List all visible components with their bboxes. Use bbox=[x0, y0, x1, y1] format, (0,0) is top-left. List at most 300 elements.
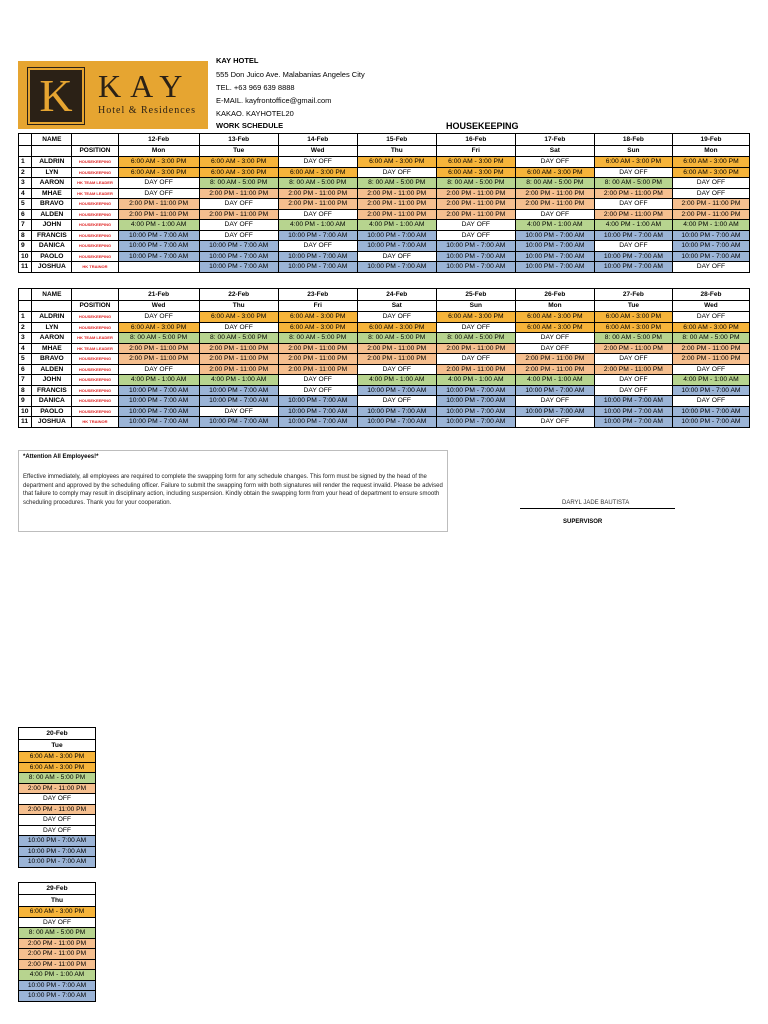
shift-cell: 6:00 AM - 3:00 PM bbox=[19, 752, 96, 763]
shift-cell: 10:00 PM - 7:00 AM bbox=[357, 385, 436, 396]
shift-row bbox=[19, 825, 96, 836]
header-date: 28-Feb bbox=[672, 289, 749, 301]
shift-cell: 2:00 PM - 11:00 PM bbox=[357, 188, 436, 199]
header-day: Thu bbox=[199, 300, 278, 312]
shift-cell: 4:00 PM - 1:00 AM bbox=[357, 220, 436, 231]
shift-cell: DAY OFF bbox=[594, 375, 672, 386]
row-number: 1 bbox=[19, 157, 32, 168]
shift-cell: DAY OFF bbox=[672, 188, 749, 199]
row-number: 2 bbox=[19, 167, 32, 178]
employee-name: ALDRIN bbox=[32, 312, 72, 323]
shift-cell: DAY OFF bbox=[515, 396, 594, 407]
shift-cell: 2:00 PM - 11:00 PM bbox=[594, 343, 672, 354]
shift-cell: 10:00 PM - 7:00 AM bbox=[118, 251, 199, 262]
shift-cell: DAY OFF bbox=[19, 917, 96, 928]
shift-cell: 6:00 AM - 3:00 PM bbox=[278, 312, 357, 323]
employee-position: HK TRAINOR bbox=[72, 262, 118, 273]
header-date: 26-Feb bbox=[515, 289, 594, 301]
shift-cell: 10:00 PM - 7:00 AM bbox=[19, 836, 96, 847]
shift-cell: 10:00 PM - 7:00 AM bbox=[436, 396, 515, 407]
shift-cell: DAY OFF bbox=[118, 188, 199, 199]
employee-name: LYN bbox=[32, 322, 72, 333]
shift-cell: 6:00 AM - 3:00 PM bbox=[594, 322, 672, 333]
notice-title: *Attention All Employees!* bbox=[23, 454, 99, 460]
employee-position: HOUSEKEEPING bbox=[72, 230, 118, 241]
shift-cell: 6:00 AM - 3:00 PM bbox=[515, 167, 594, 178]
employee-row bbox=[19, 343, 750, 354]
shift-cell: 2:00 PM - 11:00 PM bbox=[436, 343, 515, 354]
shift-cell: DAY OFF bbox=[436, 354, 515, 365]
header-day: Sun bbox=[436, 300, 515, 312]
shift-cell: 8: 00 AM - 5:00 PM bbox=[278, 178, 357, 189]
shift-cell: 8: 00 AM - 5:00 PM bbox=[199, 178, 278, 189]
header-date: 23-Feb bbox=[278, 289, 357, 301]
shift-cell: 10:00 PM - 7:00 AM bbox=[594, 396, 672, 407]
shift-cell: DAY OFF bbox=[357, 396, 436, 407]
shift-cell: 8: 00 AM - 5:00 PM bbox=[515, 178, 594, 189]
shift-cell: 2:00 PM - 11:00 PM bbox=[199, 364, 278, 375]
shift-row bbox=[19, 783, 96, 794]
header-day: Thu bbox=[357, 145, 436, 157]
shift-cell: DAY OFF bbox=[357, 364, 436, 375]
row-number: 7 bbox=[19, 375, 32, 386]
shift-cell: 10:00 PM - 7:00 AM bbox=[594, 406, 672, 417]
shift-cell: 2:00 PM - 11:00 PM bbox=[436, 364, 515, 375]
shift-cell: 4:00 PM - 1:00 AM bbox=[19, 970, 96, 981]
row-number: 3 bbox=[19, 178, 32, 189]
employee-row bbox=[19, 230, 750, 241]
employee-position: HOUSEKEEPING bbox=[72, 385, 118, 396]
header-row-date bbox=[19, 728, 96, 740]
employee-row bbox=[19, 157, 750, 168]
shift-cell: 2:00 PM - 11:00 PM bbox=[278, 364, 357, 375]
shift-cell: 10:00 PM - 7:00 AM bbox=[118, 406, 199, 417]
employee-position: HOUSEKEEPING bbox=[72, 157, 118, 168]
shift-cell: 10:00 PM - 7:00 AM bbox=[278, 396, 357, 407]
shift-cell: DAY OFF bbox=[278, 375, 357, 386]
shift-cell: 10:00 PM - 7:00 AM bbox=[278, 230, 357, 241]
shift-cell: 10:00 PM - 7:00 AM bbox=[672, 406, 749, 417]
shift-cell: 10:00 PM - 7:00 AM bbox=[436, 262, 515, 273]
row-number: 8 bbox=[19, 385, 32, 396]
shift-cell: 6:00 AM - 3:00 PM bbox=[515, 322, 594, 333]
header-date: 27-Feb bbox=[594, 289, 672, 301]
employee-name: JOSHUA bbox=[32, 262, 72, 273]
shift-cell: 8: 00 AM - 5:00 PM bbox=[672, 333, 749, 344]
shift-cell: 10:00 PM - 7:00 AM bbox=[357, 241, 436, 252]
shift-cell: 10:00 PM - 7:00 AM bbox=[118, 241, 199, 252]
employee-position: HK TEAM LEADER bbox=[72, 178, 118, 189]
shift-cell: 6:00 AM - 3:00 PM bbox=[436, 167, 515, 178]
shift-cell: 10:00 PM - 7:00 AM bbox=[19, 991, 96, 1002]
hotel-name: KAY HOTEL bbox=[216, 56, 259, 65]
shift-cell: 10:00 PM - 7:00 AM bbox=[19, 857, 96, 868]
schedule-title: WORK SCHEDULE bbox=[216, 121, 284, 130]
hotel-address: 555 Don Juico Ave. Malabanias Angeles City bbox=[216, 70, 365, 79]
shift-cell: 4:00 PM - 1:00 AM bbox=[199, 375, 278, 386]
shift-cell: 6:00 AM - 3:00 PM bbox=[594, 157, 672, 168]
row-number: 11 bbox=[19, 417, 32, 428]
hotel-email: E-MAIL. kayfrontoffice@gmail.com bbox=[216, 96, 332, 105]
shift-cell: DAY OFF bbox=[357, 251, 436, 262]
shift-cell: 6:00 AM - 3:00 PM bbox=[118, 167, 199, 178]
row-number: 7 bbox=[19, 220, 32, 231]
row-number: 9 bbox=[19, 241, 32, 252]
shift-cell: 2:00 PM - 11:00 PM bbox=[357, 199, 436, 210]
employee-position: HOUSEKEEPING bbox=[72, 312, 118, 323]
extra-day-table-1 bbox=[18, 727, 96, 868]
shift-cell: 4:00 PM - 1:00 AM bbox=[118, 220, 199, 231]
shift-cell: 2:00 PM - 11:00 PM bbox=[19, 949, 96, 960]
header-corner bbox=[19, 289, 32, 301]
header-corner bbox=[19, 145, 32, 157]
employee-position: HK TEAM LEADER bbox=[72, 343, 118, 354]
employee-position: HOUSEKEEPING bbox=[72, 406, 118, 417]
employee-position: HK TRAINOR bbox=[72, 417, 118, 428]
shift-cell: 10:00 PM - 7:00 AM bbox=[118, 417, 199, 428]
header-date: 16-Feb bbox=[436, 134, 515, 146]
shift-row bbox=[19, 907, 96, 918]
shift-cell: 10:00 PM - 7:00 AM bbox=[357, 406, 436, 417]
employee-name: MHAE bbox=[32, 188, 72, 199]
schedule-table-week2 bbox=[18, 288, 750, 428]
shift-cell: 10:00 PM - 7:00 AM bbox=[118, 385, 199, 396]
shift-cell: 10:00 PM - 7:00 AM bbox=[594, 230, 672, 241]
hotel-kakao: KAKAO. KAYHOTEL20 bbox=[216, 109, 294, 118]
employee-name: ALDEN bbox=[32, 209, 72, 220]
shift-cell: 8: 00 AM - 5:00 PM bbox=[118, 333, 199, 344]
shift-cell: 2:00 PM - 11:00 PM bbox=[199, 209, 278, 220]
shift-row bbox=[19, 836, 96, 847]
row-number: 1 bbox=[19, 312, 32, 323]
row-number: 5 bbox=[19, 199, 32, 210]
shift-cell: 10:00 PM - 7:00 AM bbox=[594, 417, 672, 428]
employee-name: MHAE bbox=[32, 343, 72, 354]
row-number: 11 bbox=[19, 262, 32, 273]
shift-row bbox=[19, 917, 96, 928]
employee-name: AARON bbox=[32, 333, 72, 344]
supervisor-title: SUPERVISOR bbox=[563, 519, 603, 525]
shift-cell: 6:00 AM - 3:00 PM bbox=[118, 322, 199, 333]
shift-cell: 10:00 PM - 7:00 AM bbox=[278, 262, 357, 273]
shift-cell: 10:00 PM - 7:00 AM bbox=[357, 417, 436, 428]
shift-cell: DAY OFF bbox=[672, 396, 749, 407]
shift-cell: DAY OFF bbox=[199, 220, 278, 231]
shift-cell: DAY OFF bbox=[672, 178, 749, 189]
shift-cell: 6:00 AM - 3:00 PM bbox=[436, 157, 515, 168]
header-corner bbox=[19, 134, 32, 146]
header-row-days bbox=[19, 300, 750, 312]
shift-cell: DAY OFF bbox=[118, 178, 199, 189]
shift-cell: 2:00 PM - 11:00 PM bbox=[436, 188, 515, 199]
logo-word: KAY bbox=[98, 68, 192, 104]
header-date: 13-Feb bbox=[199, 134, 278, 146]
shift-row bbox=[19, 773, 96, 784]
shift-cell: DAY OFF bbox=[594, 385, 672, 396]
shift-cell: 2:00 PM - 11:00 PM bbox=[594, 209, 672, 220]
shift-row bbox=[19, 938, 96, 949]
employee-position: HOUSEKEEPING bbox=[72, 364, 118, 375]
header-day: Sat bbox=[515, 145, 594, 157]
header-row-date bbox=[19, 883, 96, 895]
supervisor-name: DARYL JADE BAUTISTA bbox=[562, 500, 630, 506]
notice-body: Effective immediately, all employees are required to complete the swapping form for any schedule changes. This form must be signed by the head of the department and approved by the scheduling officer. Failure to submit the swapping form with both signatures will render the request invalid. Please be advised that failure to comply may result in disciplinary action, including suspension. Kindly obtain the swapping form from your head of department to ensure smooth scheduling procedures. Thank you for your cooperation. bbox=[23, 474, 443, 506]
employee-position: HOUSEKEEPING bbox=[72, 396, 118, 407]
schedule-table-week1 bbox=[18, 133, 750, 273]
header-day: Mon bbox=[118, 145, 199, 157]
shift-cell: 2:00 PM - 11:00 PM bbox=[515, 364, 594, 375]
shift-cell: 2:00 PM - 11:00 PM bbox=[278, 343, 357, 354]
shift-cell: DAY OFF bbox=[515, 417, 594, 428]
employee-row bbox=[19, 167, 750, 178]
shift-cell: 10:00 PM - 7:00 AM bbox=[672, 385, 749, 396]
shift-cell: 6:00 AM - 3:00 PM bbox=[357, 157, 436, 168]
header-date: 21-Feb bbox=[118, 289, 199, 301]
shift-cell: 2:00 PM - 11:00 PM bbox=[436, 209, 515, 220]
shift-row bbox=[19, 857, 96, 868]
logo-mark: K bbox=[39, 70, 73, 121]
shift-row bbox=[19, 970, 96, 981]
header-day: Tue bbox=[199, 145, 278, 157]
shift-cell: 6:00 AM - 3:00 PM bbox=[672, 167, 749, 178]
employee-name: BRAVO bbox=[32, 199, 72, 210]
employee-row bbox=[19, 406, 750, 417]
shift-cell: 6:00 AM - 3:00 PM bbox=[199, 312, 278, 323]
logo-subtitle: Hotel & Residences bbox=[98, 105, 196, 116]
header-day: Thu bbox=[19, 895, 96, 907]
header-position: POSITION bbox=[72, 300, 118, 312]
employee-position: HK TEAM LEADER bbox=[72, 188, 118, 199]
shift-cell: DAY OFF bbox=[436, 230, 515, 241]
shift-cell: 10:00 PM - 7:00 AM bbox=[515, 251, 594, 262]
shift-cell: DAY OFF bbox=[515, 333, 594, 344]
shift-cell: 10:00 PM - 7:00 AM bbox=[436, 406, 515, 417]
shift-cell: DAY OFF bbox=[118, 312, 199, 323]
shift-row bbox=[19, 752, 96, 763]
shift-cell: 10:00 PM - 7:00 AM bbox=[199, 385, 278, 396]
signature-line bbox=[520, 508, 675, 509]
shift-cell: 2:00 PM - 11:00 PM bbox=[278, 354, 357, 365]
employee-position: HOUSEKEEPING bbox=[72, 167, 118, 178]
row-number: 5 bbox=[19, 354, 32, 365]
shift-cell: 6:00 AM - 3:00 PM bbox=[199, 157, 278, 168]
shift-cell: 2:00 PM - 11:00 PM bbox=[672, 209, 749, 220]
header-day: Fri bbox=[278, 300, 357, 312]
shift-cell: 2:00 PM - 11:00 PM bbox=[672, 199, 749, 210]
shift-cell: 4:00 PM - 1:00 AM bbox=[672, 375, 749, 386]
shift-cell: DAY OFF bbox=[515, 343, 594, 354]
shift-cell: 10:00 PM - 7:00 AM bbox=[436, 241, 515, 252]
shift-cell: DAY OFF bbox=[515, 157, 594, 168]
shift-cell: 10:00 PM - 7:00 AM bbox=[594, 262, 672, 273]
shift-cell: 2:00 PM - 11:00 PM bbox=[594, 188, 672, 199]
shift-cell: 8: 00 AM - 5:00 PM bbox=[199, 333, 278, 344]
header-day: Wed bbox=[278, 145, 357, 157]
shift-cell: 10:00 PM - 7:00 AM bbox=[672, 417, 749, 428]
shift-cell: DAY OFF bbox=[672, 262, 749, 273]
shift-row bbox=[19, 980, 96, 991]
employee-row bbox=[19, 322, 750, 333]
employee-row bbox=[19, 178, 750, 189]
shift-cell: 2:00 PM - 11:00 PM bbox=[118, 354, 199, 365]
header-name: NAME bbox=[32, 289, 72, 301]
employee-row bbox=[19, 375, 750, 386]
header-date: 15-Feb bbox=[357, 134, 436, 146]
shift-cell: 6:00 AM - 3:00 PM bbox=[278, 167, 357, 178]
employee-row bbox=[19, 220, 750, 231]
row-number: 8 bbox=[19, 230, 32, 241]
shift-cell: 2:00 PM - 11:00 PM bbox=[278, 188, 357, 199]
shift-cell: 4:00 PM - 1:00 AM bbox=[594, 220, 672, 231]
header-date: 22-Feb bbox=[199, 289, 278, 301]
header-day: Wed bbox=[672, 300, 749, 312]
shift-cell: 2:00 PM - 11:00 PM bbox=[672, 343, 749, 354]
employee-position: HOUSEKEEPING bbox=[72, 251, 118, 262]
header-date: 25-Feb bbox=[436, 289, 515, 301]
shift-cell: 2:00 PM - 11:00 PM bbox=[436, 199, 515, 210]
employee-name: JOHN bbox=[32, 375, 72, 386]
shift-cell: 4:00 PM - 1:00 AM bbox=[672, 220, 749, 231]
shift-cell: 10:00 PM - 7:00 AM bbox=[672, 251, 749, 262]
employee-name: PAOLO bbox=[32, 406, 72, 417]
shift-cell: 10:00 PM - 7:00 AM bbox=[357, 230, 436, 241]
shift-cell: 10:00 PM - 7:00 AM bbox=[357, 262, 436, 273]
row-number: 4 bbox=[19, 188, 32, 199]
shift-row bbox=[19, 949, 96, 960]
shift-cell: 2:00 PM - 11:00 PM bbox=[357, 354, 436, 365]
shift-cell: 4:00 PM - 1:00 AM bbox=[278, 220, 357, 231]
shift-row bbox=[19, 928, 96, 939]
header-day: Tue bbox=[19, 740, 96, 752]
shift-cell: 8: 00 AM - 5:00 PM bbox=[19, 928, 96, 939]
row-number: 10 bbox=[19, 251, 32, 262]
employee-name: PAOLO bbox=[32, 251, 72, 262]
header-day: Mon bbox=[515, 300, 594, 312]
shift-cell: DAY OFF bbox=[672, 364, 749, 375]
header-row-days bbox=[19, 145, 750, 157]
shift-row bbox=[19, 846, 96, 857]
shift-cell: DAY OFF bbox=[19, 825, 96, 836]
shift-cell: 10:00 PM - 7:00 AM bbox=[436, 251, 515, 262]
row-number: 6 bbox=[19, 364, 32, 375]
row-number: 3 bbox=[19, 333, 32, 344]
shift-cell: 6:00 AM - 3:00 PM bbox=[594, 312, 672, 323]
shift-cell: DAY OFF bbox=[199, 199, 278, 210]
shift-cell: 6:00 AM - 3:00 PM bbox=[357, 322, 436, 333]
shift-cell: 10:00 PM - 7:00 AM bbox=[199, 241, 278, 252]
header-day: Sat bbox=[357, 300, 436, 312]
shift-cell: 2:00 PM - 11:00 PM bbox=[118, 343, 199, 354]
shift-cell: 10:00 PM - 7:00 AM bbox=[515, 385, 594, 396]
header-date: 17-Feb bbox=[515, 134, 594, 146]
header-row-day bbox=[19, 740, 96, 752]
employee-name: JOHN bbox=[32, 220, 72, 231]
employee-row bbox=[19, 251, 750, 262]
header-name-blank bbox=[32, 145, 72, 157]
header-date: 19-Feb bbox=[672, 134, 749, 146]
row-number: 10 bbox=[19, 406, 32, 417]
shift-cell: 4:00 PM - 1:00 AM bbox=[357, 375, 436, 386]
shift-cell: 10:00 PM - 7:00 AM bbox=[118, 230, 199, 241]
header-corner bbox=[19, 300, 32, 312]
shift-cell: DAY OFF bbox=[199, 322, 278, 333]
shift-cell: 6:00 AM - 3:00 PM bbox=[19, 907, 96, 918]
shift-cell: DAY OFF bbox=[118, 364, 199, 375]
shift-cell: 10:00 PM - 7:00 AM bbox=[672, 230, 749, 241]
header-day: Mon bbox=[672, 145, 749, 157]
shift-cell: 2:00 PM - 11:00 PM bbox=[357, 209, 436, 220]
shift-cell: DAY OFF bbox=[436, 322, 515, 333]
shift-cell: 4:00 PM - 1:00 AM bbox=[118, 375, 199, 386]
shift-cell: DAY OFF bbox=[19, 815, 96, 826]
header-position-blank bbox=[72, 134, 118, 146]
employee-name: BRAVO bbox=[32, 354, 72, 365]
shift-cell: 6:00 AM - 3:00 PM bbox=[672, 157, 749, 168]
shift-cell: DAY OFF bbox=[278, 157, 357, 168]
employee-name: FRANCIS bbox=[32, 385, 72, 396]
header-date: 20-Feb bbox=[19, 728, 96, 740]
notice-box bbox=[18, 450, 448, 532]
shift-cell: 10:00 PM - 7:00 AM bbox=[118, 396, 199, 407]
header-date: 18-Feb bbox=[594, 134, 672, 146]
shift-cell: 2:00 PM - 11:00 PM bbox=[199, 343, 278, 354]
shift-cell: 10:00 PM - 7:00 AM bbox=[515, 230, 594, 241]
shift-cell: 6:00 AM - 3:00 PM bbox=[436, 312, 515, 323]
employee-name: AARON bbox=[32, 178, 72, 189]
shift-cell: 2:00 PM - 11:00 PM bbox=[19, 783, 96, 794]
header-position: POSITION bbox=[72, 145, 118, 157]
header-day: Fri bbox=[436, 145, 515, 157]
shift-cell: 8: 00 AM - 5:00 PM bbox=[357, 178, 436, 189]
row-number: 2 bbox=[19, 322, 32, 333]
header-row-day bbox=[19, 895, 96, 907]
header-day: Wed bbox=[118, 300, 199, 312]
shift-cell: 10:00 PM - 7:00 AM bbox=[672, 241, 749, 252]
header-day: Tue bbox=[594, 300, 672, 312]
header-position-blank bbox=[72, 289, 118, 301]
shift-cell: 10:00 PM - 7:00 AM bbox=[436, 385, 515, 396]
shift-cell: 2:00 PM - 11:00 PM bbox=[19, 804, 96, 815]
header-date: 14-Feb bbox=[278, 134, 357, 146]
shift-cell: DAY OFF bbox=[594, 167, 672, 178]
shift-cell: DAY OFF bbox=[278, 385, 357, 396]
employee-position: HK TEAM LEADER bbox=[72, 333, 118, 344]
employee-position: HOUSEKEEPING bbox=[72, 220, 118, 231]
shift-cell: DAY OFF bbox=[515, 209, 594, 220]
header-row-dates bbox=[19, 134, 750, 146]
shift-cell: 6:00 AM - 3:00 PM bbox=[672, 322, 749, 333]
shift-cell: 10:00 PM - 7:00 AM bbox=[515, 241, 594, 252]
shift-cell bbox=[118, 262, 199, 273]
employee-name: ALDEN bbox=[32, 364, 72, 375]
shift-cell: 10:00 PM - 7:00 AM bbox=[199, 251, 278, 262]
row-number: 6 bbox=[19, 209, 32, 220]
shift-cell: DAY OFF bbox=[594, 199, 672, 210]
shift-cell: 2:00 PM - 11:00 PM bbox=[118, 209, 199, 220]
employee-row bbox=[19, 333, 750, 344]
shift-cell: DAY OFF bbox=[357, 167, 436, 178]
shift-row bbox=[19, 762, 96, 773]
shift-cell: DAY OFF bbox=[278, 209, 357, 220]
header-row-dates bbox=[19, 289, 750, 301]
shift-cell: DAY OFF bbox=[357, 312, 436, 323]
shift-cell: 6:00 AM - 3:00 PM bbox=[118, 157, 199, 168]
shift-cell: 4:00 PM - 1:00 AM bbox=[515, 375, 594, 386]
shift-cell: 10:00 PM - 7:00 AM bbox=[515, 262, 594, 273]
shift-cell: DAY OFF bbox=[19, 794, 96, 805]
shift-cell: 10:00 PM - 7:00 AM bbox=[278, 417, 357, 428]
employee-position: HOUSEKEEPING bbox=[72, 354, 118, 365]
